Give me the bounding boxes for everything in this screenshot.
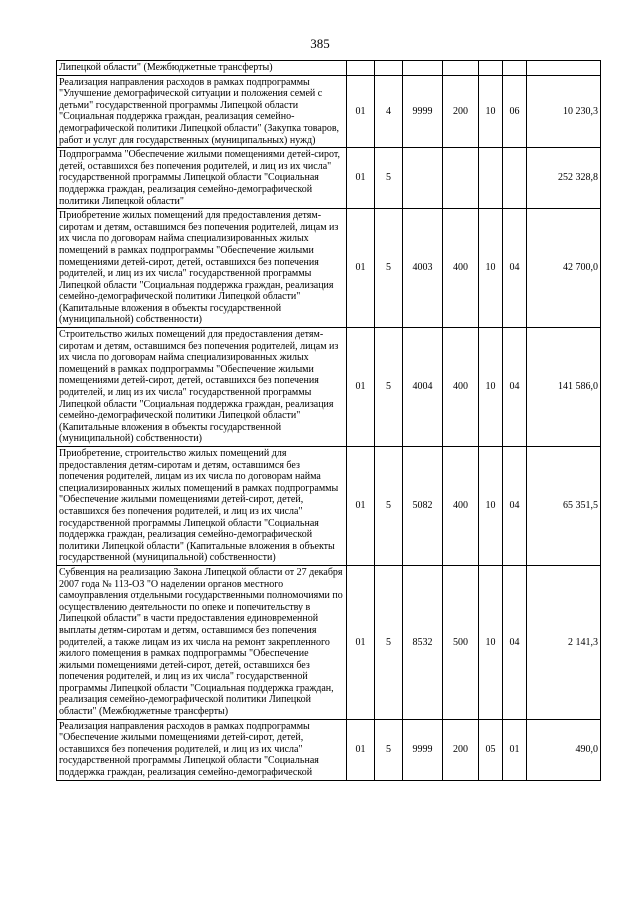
row-description: Подпрограмма "Обеспечение жилыми помещениями детей-сирот, детей, оставшихся без попечения родителей, и лиц из их числа" государственной программы Липецкой области "Социальная поддержка граждан, реализация семейно-демографической политики Липецкой области" xyxy=(57,148,347,209)
code-cell xyxy=(403,61,443,76)
code-cell: 01 xyxy=(503,719,527,780)
code-cell xyxy=(443,61,479,76)
code-cell: 01 xyxy=(347,209,375,328)
code-cell: 01 xyxy=(347,719,375,780)
code-cell: 01 xyxy=(347,565,375,719)
table-row xyxy=(57,719,601,780)
amount-cell: 42 700,0 xyxy=(527,209,601,328)
page-number: 385 xyxy=(310,36,330,51)
code-cell: 10 xyxy=(479,75,503,148)
code-cell: 04 xyxy=(503,565,527,719)
code-cell xyxy=(403,148,443,209)
code-cell: 05 xyxy=(479,719,503,780)
code-cell: 4003 xyxy=(403,209,443,328)
code-cell: 4004 xyxy=(403,328,443,447)
table-row xyxy=(57,209,601,328)
code-cell: 01 xyxy=(347,328,375,447)
code-cell: 06 xyxy=(503,75,527,148)
table-row xyxy=(57,148,601,209)
code-cell: 500 xyxy=(443,565,479,719)
table-row xyxy=(57,61,601,76)
code-cell xyxy=(503,61,527,76)
code-cell: 9999 xyxy=(403,75,443,148)
code-cell: 400 xyxy=(443,447,479,566)
amount-cell xyxy=(527,61,601,76)
code-cell: 10 xyxy=(479,209,503,328)
row-description: Липецкой области" (Межбюджетные трансферты) xyxy=(57,61,347,76)
code-cell: 4 xyxy=(375,75,403,148)
code-cell: 10 xyxy=(479,328,503,447)
row-description: Приобретение жилых помещений для предоставления детям-сиротам и детям, оставшимся без попечения родителей, лицам из их числа по договорам найма специализированных жилых помещений в рамках подпрограммы "Обеспечение жилыми помещениями детей-сирот, детей, оставшихся без попечения родителей, и лиц из их числа" государственной программы Липецкой области "Социальная поддержка граждан, реализация семейно-демографической политики Липецкой области" (Капитальные вложения в объекты государственной (муниципальной) собственности) xyxy=(57,209,347,328)
code-cell: 200 xyxy=(443,75,479,148)
table-row xyxy=(57,328,601,447)
row-description: Реализация направления расходов в рамках подпрограммы "Улучшение демографической ситуации и положения семей с детьми" государственной программы Липецкой области "Социальная поддержка граждан, реализация семейно-демографической политики Липецкой области" (Закупка товаров, работ и услуг для государственных (муниципальных) нужд) xyxy=(57,75,347,148)
code-cell: 5082 xyxy=(403,447,443,566)
amount-cell: 65 351,5 xyxy=(527,447,601,566)
code-cell: 400 xyxy=(443,209,479,328)
budget-table xyxy=(56,60,601,781)
code-cell xyxy=(479,61,503,76)
code-cell: 5 xyxy=(375,209,403,328)
code-cell: 9999 xyxy=(403,719,443,780)
code-cell: 01 xyxy=(347,75,375,148)
table-row xyxy=(57,565,601,719)
code-cell: 200 xyxy=(443,719,479,780)
code-cell: 5 xyxy=(375,328,403,447)
table-row xyxy=(57,447,601,566)
code-cell xyxy=(347,61,375,76)
code-cell: 10 xyxy=(479,447,503,566)
code-cell: 04 xyxy=(503,209,527,328)
code-cell: 01 xyxy=(347,447,375,566)
amount-cell: 141 586,0 xyxy=(527,328,601,447)
amount-cell: 10 230,3 xyxy=(527,75,601,148)
code-cell: 04 xyxy=(503,328,527,447)
row-description: Реализация направления расходов в рамках подпрограммы "Обеспечение жилыми помещениями детей-сирот, детей, оставшихся без попечения родителей, и лиц из их числа" государственной программы Липецкой области "Социальная поддержка граждан, реализация семейно-демографической xyxy=(57,719,347,780)
code-cell: 01 xyxy=(347,148,375,209)
row-description: Приобретение, строительство жилых помещений для предоставления детям-сиротам и детям, оставшимся без попечения родителей, лицам из их числа по договорам найма специализированных жилых помещений в рамках подпрограммы "Обеспечение жилыми помещениями детей-сирот, детей, оставшихся без попечения родителей, и лиц из их числа" государственной программы Липецкой области "Социальная поддержка граждан, реализация семейно-демографической политики Липецкой области" (Капитальные вложения в объекты государственной (муниципальной) собственности) xyxy=(57,447,347,566)
code-cell: 5 xyxy=(375,148,403,209)
table-row xyxy=(57,75,601,148)
code-cell: 5 xyxy=(375,719,403,780)
code-cell: 400 xyxy=(443,328,479,447)
code-cell xyxy=(375,61,403,76)
amount-cell: 490,0 xyxy=(527,719,601,780)
code-cell: 10 xyxy=(479,565,503,719)
code-cell xyxy=(479,148,503,209)
code-cell: 04 xyxy=(503,447,527,566)
amount-cell: 2 141,3 xyxy=(527,565,601,719)
row-description: Строительство жилых помещений для предоставления детям-сиротам и детям, оставшимся без попечения родителей, лицам из их числа по договорам найма специализированных жилых помещений в рамках подпрограммы "Обеспечение жилыми помещениями детей-сирот, детей, оставшихся без попечения родителей, и лиц из их числа" государственной программы Липецкой области "Социальная поддержка граждан, реализация семейно-демографической политики Липецкой области" (Капитальные вложения в объекты государственной (муниципальной) собственности) xyxy=(57,328,347,447)
code-cell xyxy=(503,148,527,209)
code-cell: 5 xyxy=(375,447,403,566)
code-cell xyxy=(443,148,479,209)
code-cell: 8532 xyxy=(403,565,443,719)
row-description: Субвенция на реализацию Закона Липецкой области от 27 декабря 2007 года № 113-ОЗ "О наделении органов местного самоуправления отдельными государственными полномочиями по осуществлению деятельности по опеке и попечительству в Липецкой области" в части предоставления единовременной выплаты детям-сиротам и детям, оставшимся без попечения родителей, а также лицам из их числа на ремонт закрепленного жилого помещения в рамках подпрограммы "Обеспечение жилыми помещениями детей-сирот, детей, оставшихся без попечения родителей, и лиц из их числа" государственной программы Липецкой области "Социальная поддержка граждан, реализация семейно-демографической политики Липецкой области" (Межбюджетные трансферты) xyxy=(57,565,347,719)
code-cell: 5 xyxy=(375,565,403,719)
amount-cell: 252 328,8 xyxy=(527,148,601,209)
